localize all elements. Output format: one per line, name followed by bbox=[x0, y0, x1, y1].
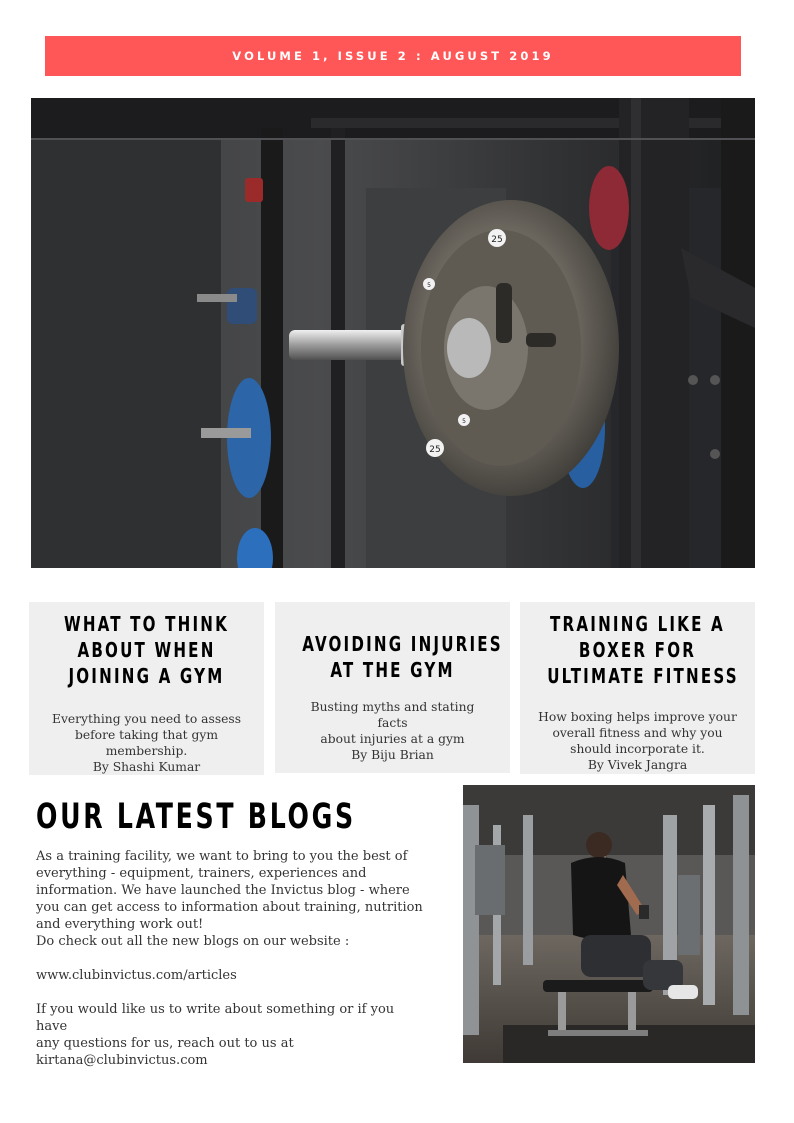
card-title bbox=[39, 611, 254, 689]
latest-blogs-heading: OUR LATEST BLOGS bbox=[36, 797, 356, 837]
blogs-check-out-line: Do check out all the new blogs on our website : bbox=[36, 934, 350, 949]
card-title-line: ULTIMATE FITNESS bbox=[547, 664, 739, 688]
blogs-paragraph-line: and everything work out! bbox=[36, 917, 204, 932]
article-card-joining-gym[interactable] bbox=[29, 602, 264, 775]
blogs-contact-line: If you would like us to write about something or if you have bbox=[36, 1002, 395, 1034]
card-description-line: before taking that gym bbox=[74, 728, 219, 742]
blogs-contact-email[interactable]: kirtana@clubinvictus.com bbox=[36, 1053, 208, 1068]
issue-banner-text: VOLUME 1, ISSUE 2 : AUGUST 2019 bbox=[232, 49, 554, 63]
card-title-line: BOXER FOR bbox=[578, 638, 697, 662]
card-title-line: JOINING A GYM bbox=[68, 664, 225, 688]
card-description bbox=[530, 709, 745, 773]
blogs-url-link[interactable]: www.clubinvictus.com/articles bbox=[36, 968, 237, 983]
card-author: By Shashi Kumar bbox=[92, 760, 201, 774]
cable-row-photo bbox=[463, 785, 755, 1063]
card-title-line: AT THE GYM bbox=[330, 658, 455, 682]
blogs-paragraph-line: you can get access to information about training, nutrition bbox=[36, 900, 423, 915]
card-title-line: WHAT TO THINK bbox=[63, 612, 230, 636]
card-description bbox=[39, 711, 254, 775]
card-description-line: Everything you need to assess bbox=[51, 712, 242, 726]
card-title-line: AVOIDING INJURIES bbox=[302, 632, 503, 656]
card-title bbox=[530, 611, 745, 689]
latest-blogs-text bbox=[36, 848, 428, 1069]
plate-label-lower-right: 5 bbox=[462, 418, 466, 425]
plate-label-upper-left: 5 bbox=[427, 282, 431, 289]
blogs-paragraph-line: As a training facility, we want to bring to you the best of bbox=[36, 849, 408, 864]
blogs-contact-line: any questions for us, reach out to us at bbox=[36, 1036, 294, 1051]
card-title bbox=[285, 631, 503, 683]
card-title-line: TRAINING LIKE A bbox=[550, 612, 725, 636]
blogs-paragraph-line: information. We have launched the Invictus blog - where bbox=[36, 883, 410, 898]
card-description-line: overall fitness and why you bbox=[552, 726, 723, 740]
blogs-paragraph-line: everything - equipment, trainers, experiences and bbox=[36, 866, 367, 881]
plate-label-top: 25 bbox=[491, 235, 503, 245]
card-description-line: should incorporate it. bbox=[570, 742, 705, 756]
article-card-avoiding-injuries[interactable] bbox=[275, 602, 510, 773]
plate-label-bottom: 25 bbox=[429, 445, 441, 455]
hero-image bbox=[31, 98, 755, 568]
card-author: By Vivek Jangra bbox=[587, 758, 688, 772]
article-card-training-boxer[interactable] bbox=[520, 602, 755, 774]
card-description bbox=[285, 699, 500, 763]
card-description-line: membership. bbox=[105, 744, 188, 758]
card-title-line: ABOUT WHEN bbox=[77, 638, 216, 662]
card-description-line: Busting myths and stating facts bbox=[310, 700, 475, 730]
card-description-line: How boxing helps improve your bbox=[538, 710, 737, 724]
issue-banner bbox=[45, 36, 741, 76]
card-author: By Biju Brian bbox=[351, 748, 434, 762]
card-description-line: about injuries at a gym bbox=[320, 732, 465, 746]
